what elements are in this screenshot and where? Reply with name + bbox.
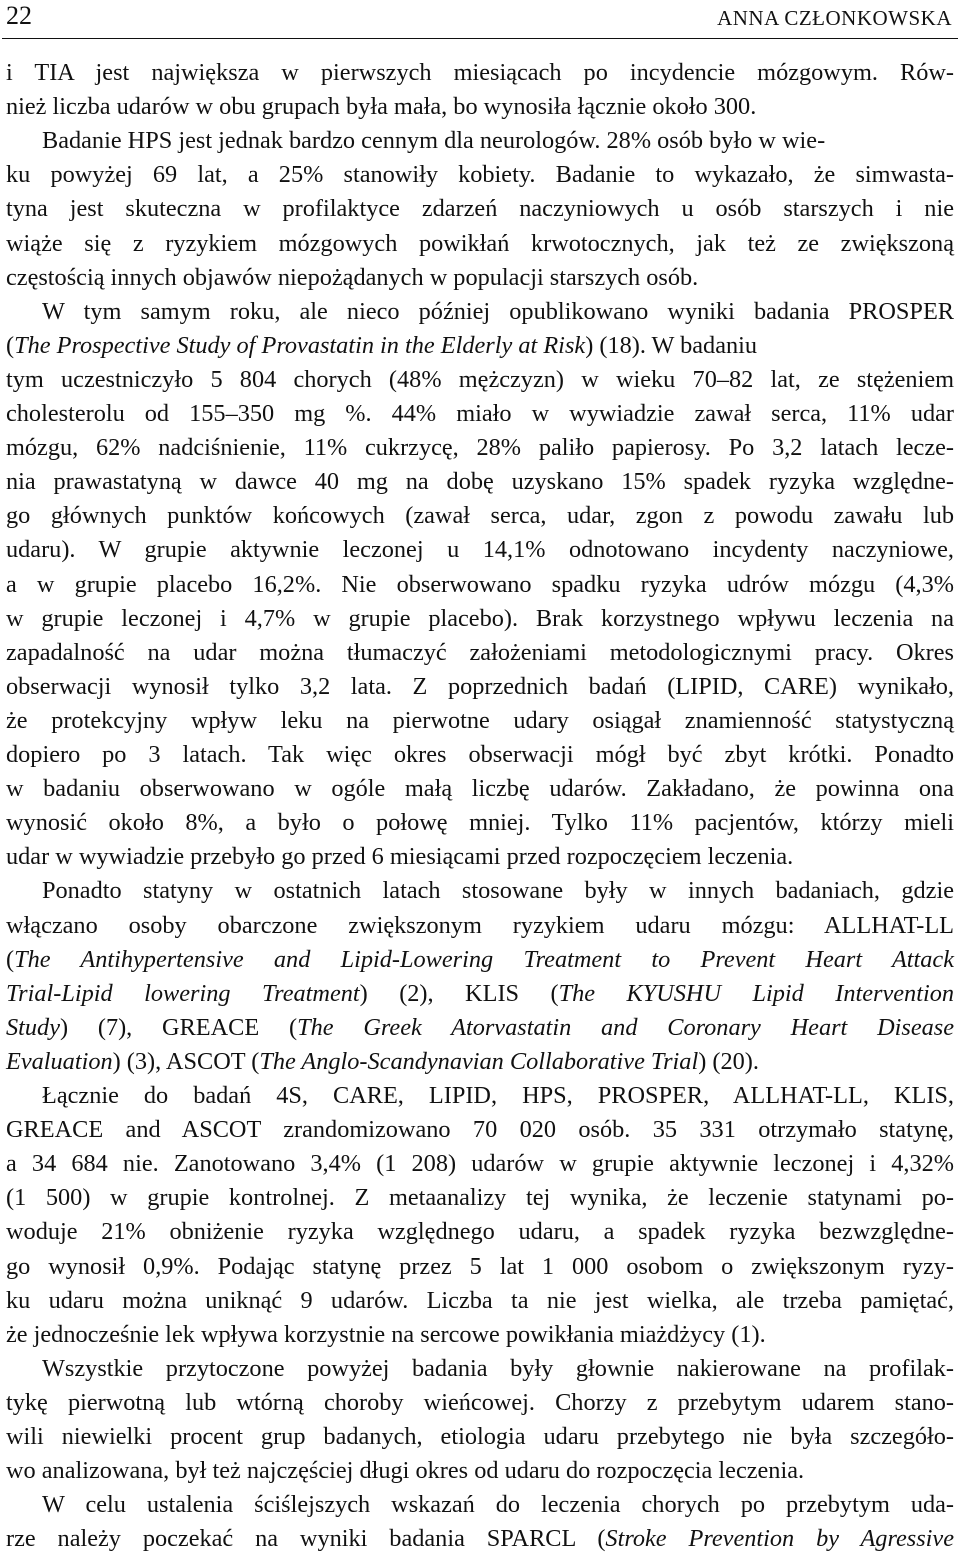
text-segment: udaru). W grupie aktywnie leczonej u 14,1% odnotowano incydenty naczyniowe, [6, 536, 954, 564]
text-line [6, 1250, 954, 1284]
text-line [6, 1318, 954, 1352]
text-line [42, 124, 954, 158]
text-segment: rze należy poczekać na wyniki badania SPARCL ( [6, 1525, 606, 1553]
italic-text: The Prospective Study of Provastatin in the Elderly at Risk [14, 331, 586, 359]
text-segment: go wynosił 0,9%. Podając statynę przez 5 lat 1 000 osobom o zwiększonym ryzy- [6, 1252, 954, 1280]
text-line [6, 533, 954, 567]
text-line [6, 363, 954, 397]
text-line [6, 1113, 954, 1147]
text-segment: Badanie HPS jest jednak bardzo cennym dla neurologów. 28% osób było w wie- [42, 127, 826, 155]
text-segment: że protekcyjny wpływ leku na pierwotne udary osiągał znamienność statystyczną [6, 706, 954, 734]
page-number: 22 [6, 1, 32, 30]
text-segment: ) (3), ASCOT ( [112, 1047, 260, 1075]
text-line [6, 227, 954, 261]
text-segment: ) (2), KLIS ( [359, 979, 559, 1007]
text-segment: Łącznie do badań 4S, CARE, LIPID, HPS, PROSPER, ALLHAT-LL, KLIS, [42, 1082, 954, 1109]
text-line [6, 1011, 954, 1045]
text-line [6, 1420, 954, 1454]
text-line [6, 499, 954, 533]
text-segment: ) (7), GREACE ( [59, 1013, 298, 1041]
text-segment: Ponadto statyny w ostatnich latach stosowane były w innych badaniach, gdzie [42, 877, 954, 905]
text-line [6, 738, 954, 772]
text-segment: że jednocześnie lek wpływa korzystnie na sercowe powikłania miażdżycy (1). [6, 1320, 766, 1348]
text-line [6, 943, 954, 977]
text-segment: włączano osoby obarczone zwiększonym ryzykiem udaru mózgu: ALLHAT-LL [6, 911, 954, 939]
text-line [6, 56, 954, 90]
text-line [6, 261, 954, 295]
text-segment: tykę pierwotną lub wtórną choroby wieńcowej. Chorzy z przebytym udarem stano- [6, 1388, 954, 1416]
text-line [42, 1079, 954, 1113]
text-segment: wiąże się z ryzykiem mózgowych powikłań krwotocznych, jak też ze zwiększoną [6, 229, 954, 257]
italic-text: The Anglo-Scandynavian Collaborative Trial [259, 1047, 699, 1075]
italic-text: The Antihypertensive and Lipid-Lowering Treatment to Prevent Heart Attack [14, 945, 954, 973]
text-segment: ) (18). W badaniu [585, 331, 758, 359]
text-segment: ) (20). [698, 1047, 759, 1075]
text-segment: ku powyżej 69 lat, a 25% stanowiły kobiety. Badanie to wykazało, że simwasta- [6, 161, 954, 189]
italic-text: Evaluation [6, 1047, 113, 1075]
text-segment: W tym samym roku, ale nieco później opublikowano wyniki badania PROSPER [42, 297, 954, 325]
text-line [6, 329, 954, 363]
text-segment: nież liczba udarów w obu grupach była mała, bo wynosiła łącznie około 300. [6, 93, 757, 121]
text-segment: wynosić około 8%, a było o połowę mniej. Tylko 11% pacjentów, którzy mieli [6, 809, 954, 837]
text-line [6, 1284, 954, 1318]
italic-text: The Greek Atorvastatin and Coronary Heart Disease [297, 1013, 954, 1041]
text-segment: GREACE and ASCOT zrandomizowano 70 020 osób. 35 331 otrzymało statynę, [6, 1116, 954, 1144]
text-segment: ku udaru można uniknąć 9 udarów. Liczba ta nie jest wielka, ale trzeba pamiętać, [6, 1286, 954, 1314]
text-line [6, 977, 954, 1011]
text-line [6, 1454, 954, 1488]
text-line [6, 636, 954, 670]
text-segment: obserwacji wynosił tylko 3,2 lata. Z poprzednich badań (LIPID, CARE) wynikało, [6, 672, 954, 700]
text-line [6, 1045, 954, 1079]
italic-text: Stroke Prevention by Agressive [605, 1525, 955, 1553]
text-segment: częstością innych objawów niepożądanych w populacji starszych osób. [6, 263, 699, 291]
running-head: ANNA CZŁONKOWSKA [717, 6, 952, 30]
text-segment: w grupie leczonej i 4,7% w grupie placebo). Brak korzystnego wpływu leczenia na [6, 604, 954, 632]
italic-text: Trial-Lipid lowering Treatment [6, 979, 360, 1007]
text-line [6, 431, 954, 465]
header-rule [2, 38, 958, 39]
text-line [6, 704, 954, 738]
text-segment: woduje 21% obniżenie ryzyka względnego udaru, a spadek ryzyka bezwzględne- [6, 1218, 954, 1246]
text-line [6, 568, 954, 602]
text-segment: mózgu, 62% nadciśnienie, 11% cukrzycę, 28% paliło papierosy. Po 3,2 latach lecze- [6, 434, 954, 462]
text-line [42, 1352, 954, 1386]
text-segment: a 34 684 nie. Zanotowano 3,4% (1 208) udarów w grupie aktywnie leczonej i 4,32% [6, 1150, 954, 1178]
page-header [0, 0, 960, 36]
text-line [6, 1215, 954, 1249]
text-line [42, 1488, 954, 1522]
text-line [6, 90, 954, 124]
italic-text: The KYUSHU Lipid Intervention [558, 979, 954, 1007]
text-line [6, 192, 954, 226]
text-line [6, 840, 954, 874]
text-line [6, 158, 954, 192]
text-line [6, 1386, 954, 1420]
text-segment: zapadalność na udar można tłumaczyć założeniami metodologicznymi pracy. Okres [6, 638, 954, 666]
text-line [42, 874, 954, 908]
text-line [6, 602, 954, 636]
text-line [6, 465, 954, 499]
text-segment: tym uczestniczyło 5 804 chorych (48% mężczyzn) w wieku 70–82 lat, ze stężeniem [6, 365, 954, 393]
text-segment: w badaniu obserwowano w ogóle małą liczbę udarów. Zakładano, że powinna ona [6, 775, 954, 803]
text-line [6, 806, 954, 840]
text-segment: go głównych punktów końcowych (zawał serca, udar, zgon z powodu zawału lub [6, 502, 954, 530]
text-line [42, 295, 954, 329]
text-segment: a w grupie placebo 16,2%. Nie obserwowano spadku ryzyka udrów mózgu (4,3% [6, 570, 954, 598]
text-segment: i TIA jest największa w pierwszych miesiącach po incydencie mózgowym. Rów- [6, 59, 954, 86]
text-segment: ( [6, 331, 15, 359]
text-line [6, 397, 954, 431]
text-line [6, 1522, 954, 1556]
text-segment: W celu ustalenia ściślejszych wskazań do leczenia chorych po przebytym uda- [42, 1491, 954, 1519]
text-segment: ( [6, 945, 15, 973]
text-segment: cholesterolu od 155–350 mg %. 44% miało w wywiadzie zawał serca, 11% udar [6, 400, 954, 427]
text-segment: (1 500) w grupie kontrolnej. Z metaanalizy tej wynika, że leczenie statynami po- [6, 1184, 954, 1212]
text-segment: wili niewielki procent grup badanych, etiologia udaru przebytego nie była szczegóło- [6, 1423, 954, 1450]
text-line [6, 1181, 954, 1215]
text-line [6, 670, 954, 704]
text-segment: Wszystkie przytoczone powyżej badania były głownie nakierowane na profilak- [42, 1354, 954, 1382]
text-segment: tyna jest skuteczna w profilaktyce zdarzeń naczyniowych u osób starszych i nie [6, 195, 954, 223]
text-line [6, 772, 954, 806]
text-line [6, 1147, 954, 1181]
text-segment: wo analizowana, był też najczęściej długi okres od udaru do rozpoczęcia leczenia. [6, 1457, 805, 1485]
text-line [6, 909, 954, 943]
italic-text: Study [6, 1013, 60, 1041]
text-segment: dopiero po 3 latach. Tak więc okres obserwacji mógł być zbyt krótki. Ponadto [6, 741, 954, 768]
text-segment: nia prawastatyną w dawce 40 mg na dobę uzyskano 15% spadek ryzyka względne- [6, 468, 954, 496]
text-segment: udar w wywiadzie przebyło go przed 6 miesiącami przed rozpoczęciem leczenia. [6, 843, 794, 871]
